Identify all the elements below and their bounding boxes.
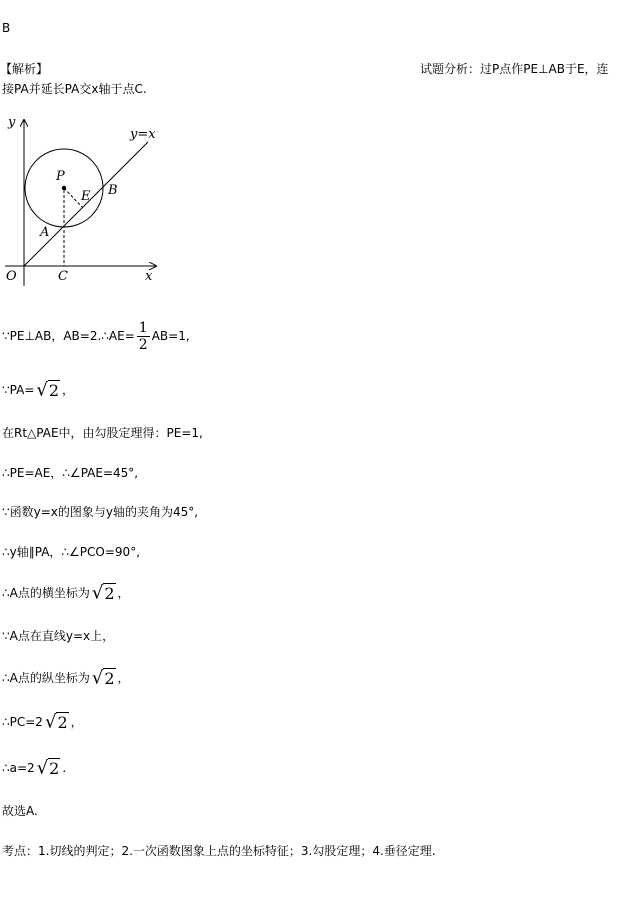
step-4: ∴PE=AE，∴∠PAE=45°, (2, 466, 139, 480)
label-point-p: P (56, 169, 65, 184)
label-point-b: B (108, 183, 118, 198)
fraction-denominator: 2 (138, 337, 148, 353)
step-11-text-a: ∴a=2 (2, 761, 35, 775)
step-2-text-a: ∵PA= (2, 383, 35, 397)
line-y-equals-x (24, 142, 148, 266)
label-line: y=x (130, 127, 156, 142)
step-9-text-a: ∴A点的纵坐标为 (2, 671, 90, 685)
step-1-text-b: AB=1, (151, 329, 190, 343)
step-7-text-b: ， (117, 586, 130, 600)
fraction-numerator: 1 (138, 320, 148, 336)
label-point-e: E (81, 189, 91, 204)
step-7 (2, 582, 130, 604)
step-7-text-a: ∴A点的横坐标为 (2, 586, 90, 600)
analysis-intro-left: 接PA并延长PA交x轴于点C. (2, 82, 147, 96)
radicand: 2 (104, 583, 115, 603)
label-y-axis: y (8, 115, 16, 130)
label-point-c: C (58, 269, 68, 284)
step-3: 在Rt△PAE中，由勾股定理得：PE=1, (2, 426, 203, 440)
step-10-text-a: ∴PC=2 (2, 715, 43, 729)
analysis-intro-right: 试题分析：过P点作PE⊥AB于E，连 (420, 62, 609, 76)
sqrt-symbol: √2 (36, 379, 60, 401)
radicand: 2 (48, 380, 60, 400)
label-point-a: A (40, 225, 50, 240)
step-2 (2, 379, 75, 401)
step-10 (2, 711, 83, 733)
answer-text: B (2, 21, 11, 35)
step-11 (2, 757, 67, 779)
radicand: 2 (57, 712, 68, 732)
label-x-axis: x (145, 269, 153, 284)
step-6: ∴y轴∥PA，∴∠PCO=90°, (2, 545, 141, 559)
step-2-text-b: ， (62, 383, 75, 397)
geometry-figure (0, 110, 170, 290)
step-9 (2, 667, 130, 689)
radicand: 2 (104, 668, 115, 688)
radicand: 2 (49, 758, 60, 778)
step-11-text-b: . (62, 761, 67, 775)
sqrt-symbol: √2 (91, 582, 115, 604)
sqrt-symbol: √2 (36, 757, 60, 779)
step-12: 故选A. (2, 804, 38, 818)
step-9-text-b: ， (117, 671, 130, 685)
step-10-text-b: ， (70, 715, 83, 729)
step-1-text-a: ∵PE⊥AB，AB=2.∴AE= (2, 329, 135, 343)
dashed-segment-pe (64, 188, 82, 207)
key-points: 考点：1.切线的判定；2.一次函数图象上点的坐标特征；3.勾股定理；4.垂径定理. (2, 844, 436, 858)
step-8: ∵A点在直线y=x上， (2, 629, 115, 643)
fraction-one-half (137, 320, 150, 353)
step-5: ∵函数y=x的图象与y轴的夹角为45°, (2, 505, 199, 519)
sqrt-symbol: √2 (91, 667, 115, 689)
sqrt-symbol: √2 (44, 711, 68, 733)
analysis-heading: 【解析】 (0, 62, 49, 76)
step-1 (2, 320, 190, 353)
label-origin: O (6, 269, 17, 284)
